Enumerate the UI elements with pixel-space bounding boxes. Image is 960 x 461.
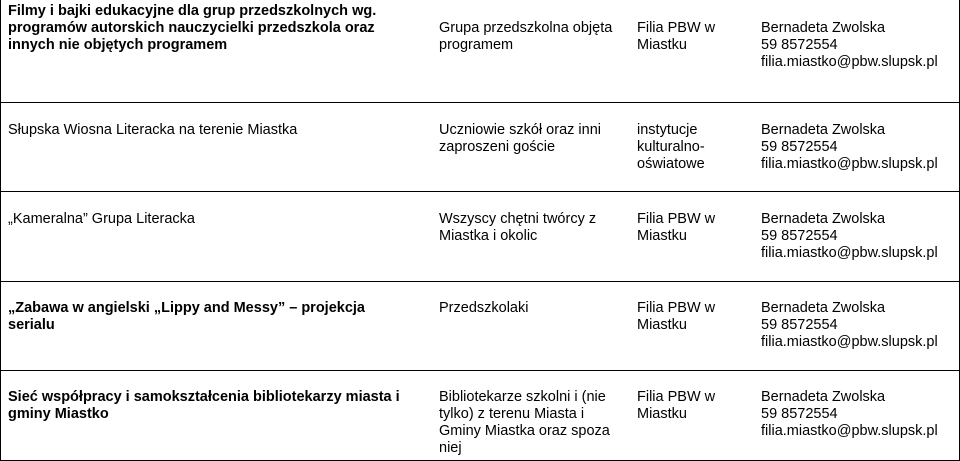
organizer-text: Miastku xyxy=(637,317,687,333)
event-text: Sieć współpracy i samokształcenia bibliotekarzy miasta i xyxy=(8,389,400,405)
organizer-text: Filia PBW w xyxy=(637,300,716,316)
audience-text: Gminy Miastka oraz spoza xyxy=(439,423,610,439)
audience-text: Uczniowie szkół oraz inni xyxy=(439,122,601,138)
contact-email[interactable]: filia.miastko@pbw.slupsk.pl xyxy=(761,423,938,439)
event-text: „Kameralna” Grupa Literacka xyxy=(8,211,195,227)
table-row-2-contact xyxy=(761,122,956,173)
contact-phone: 59 8572554 xyxy=(761,228,838,244)
contact-phone: 59 8572554 xyxy=(761,406,838,422)
audience-text: Grupa przedszkolna objęta xyxy=(439,20,613,36)
audience-text: Przedszkolaki xyxy=(439,300,529,316)
organizer-text: Miastku xyxy=(637,37,687,53)
contact-phone: 59 8572554 xyxy=(761,139,838,155)
audience-text: Wszyscy chętni twórcy z xyxy=(439,211,597,227)
table-row-4-contact xyxy=(761,300,956,351)
table-row-1-audience xyxy=(439,20,619,54)
table-row-2-audience xyxy=(439,122,619,156)
contact-email[interactable]: filia.miastko@pbw.slupsk.pl xyxy=(761,54,938,70)
table-row-1-event xyxy=(8,3,418,54)
table-row-3-contact xyxy=(761,211,956,262)
organizer-text: instytucje xyxy=(637,122,698,138)
audience-text: programem xyxy=(439,37,514,53)
audience-text: Miastka i okolic xyxy=(439,228,538,244)
table-row-4-event xyxy=(8,300,418,334)
event-text: Filmy i bajki edukacyjne dla grup przedszkolnych wg. xyxy=(8,3,377,19)
contact-name: Bernadeta Zwolska xyxy=(761,122,886,138)
contact-name: Bernadeta Zwolska xyxy=(761,20,886,36)
event-text: innych nie objętych programem xyxy=(8,37,228,53)
table-row-3-event xyxy=(8,211,418,228)
row-divider xyxy=(0,191,960,192)
contact-name: Bernadeta Zwolska xyxy=(761,389,886,405)
row-divider xyxy=(0,370,960,371)
organizer-text: Filia PBW w xyxy=(637,211,716,227)
row-divider xyxy=(0,281,960,282)
audience-text: Bibliotekarze szkolni i (nie xyxy=(439,389,606,405)
audience-text: tylko) z terenu Miasta i xyxy=(439,406,585,422)
contact-email[interactable]: filia.miastko@pbw.slupsk.pl xyxy=(761,245,938,261)
contact-phone: 59 8572554 xyxy=(761,317,838,333)
contact-email[interactable]: filia.miastko@pbw.slupsk.pl xyxy=(761,156,938,172)
organizer-text: Miastku xyxy=(637,406,687,422)
event-text: „Zabawa w angielski „Lippy and Messy” – projekcja xyxy=(8,300,365,316)
table-row-2-event xyxy=(8,122,418,139)
table-row-2-organizer xyxy=(637,122,737,173)
column-divider xyxy=(0,0,1,461)
organizer-text: Filia PBW w xyxy=(637,20,716,36)
contact-name: Bernadeta Zwolska xyxy=(761,300,886,316)
table-row-4-audience xyxy=(439,300,619,317)
table-row-3-organizer xyxy=(637,211,737,245)
event-text: Słupska Wiosna Literacka na terenie Miastka xyxy=(8,122,298,138)
table-row-1-organizer xyxy=(637,20,737,54)
organizer-text: Miastku xyxy=(637,228,687,244)
row-divider xyxy=(0,102,960,103)
event-text: gminy Miastko xyxy=(8,406,109,422)
audience-text: zaproszeni goście xyxy=(439,139,556,155)
contact-email[interactable]: filia.miastko@pbw.slupsk.pl xyxy=(761,334,938,350)
table-row-5-audience xyxy=(439,389,619,457)
event-text: serialu xyxy=(8,317,55,333)
contact-phone: 59 8572554 xyxy=(761,37,838,53)
organizer-text: Filia PBW w xyxy=(637,389,716,405)
table-row-5-contact xyxy=(761,389,956,440)
event-text: programów autorskich nauczycielki przedszkola oraz xyxy=(8,20,375,36)
table-row-5-organizer xyxy=(637,389,737,423)
audience-text: niej xyxy=(439,440,462,456)
organizer-text: oświatowe xyxy=(637,156,705,172)
table-row-5-event xyxy=(8,389,418,423)
table-row-1-contact xyxy=(761,20,956,71)
organizer-text: kulturalno- xyxy=(637,139,705,155)
contact-name: Bernadeta Zwolska xyxy=(761,211,886,227)
table-row-4-organizer xyxy=(637,300,737,334)
table-row-3-audience xyxy=(439,211,619,245)
